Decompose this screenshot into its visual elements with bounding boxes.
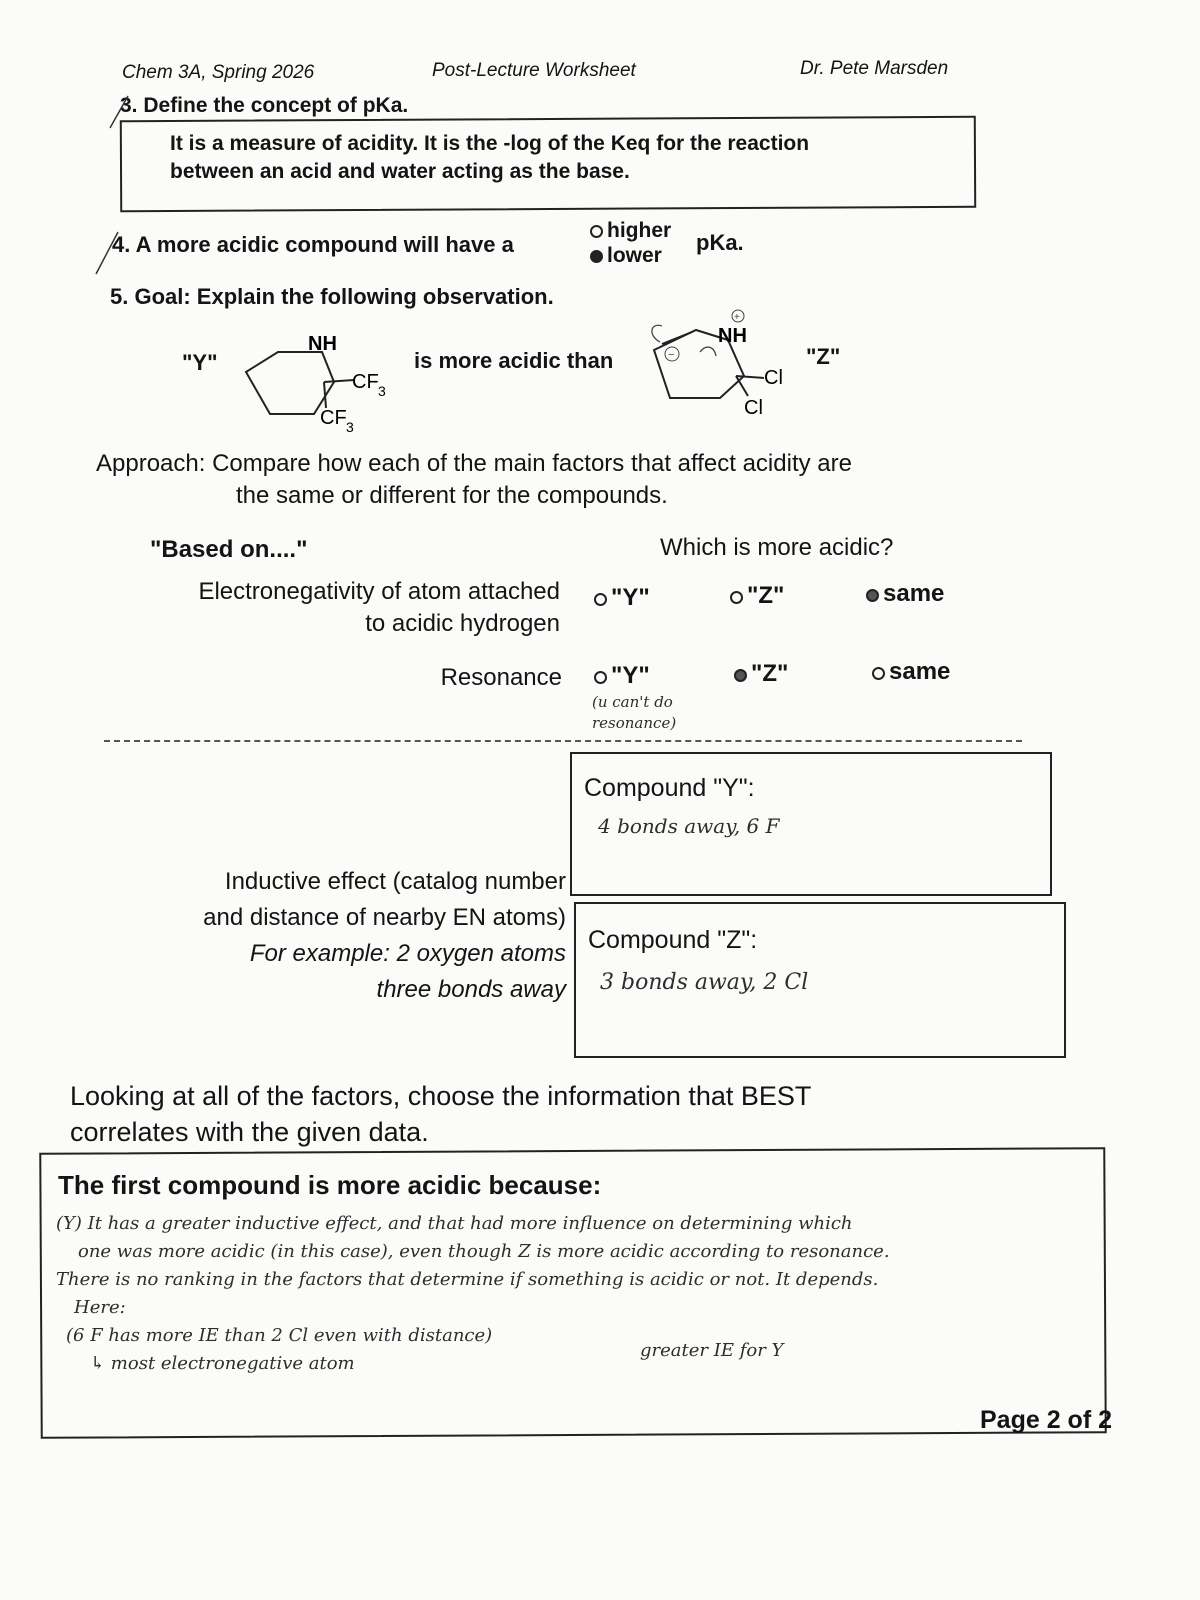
resonance-note (592, 692, 676, 734)
compound-y-answer[interactable]: 4 bonds away, 6 F (598, 814, 780, 838)
y-cf3-b-label: CF (320, 407, 347, 429)
y-ring-bond (246, 352, 334, 414)
conclusion-hand-line-1: (Y) It has a greater inductive effect, and that had more influence on determining which (56, 1213, 853, 1234)
radio-empty-icon (730, 591, 743, 604)
resonance-option-same[interactable]: same (872, 658, 950, 686)
conclusion-prompt-line-1: Looking at all of the factors, choose the information that BEST (70, 1081, 812, 1111)
radio-empty-icon (590, 225, 603, 238)
q4-option-higher[interactable]: higher (590, 218, 671, 243)
compound-y-title: Compound "Y": (584, 774, 755, 802)
y-nh-label: NH (308, 333, 337, 355)
y-cf3-a-subscript: 3 (378, 383, 386, 399)
y-cf3-a-label: CF (352, 371, 379, 393)
based-on-heading: "Based on...." (150, 536, 308, 563)
q5-prompt: 5. Goal: Explain the following observation. (110, 284, 554, 309)
grading-check-mark (100, 92, 140, 132)
electronegativity-option-z[interactable]: "Z" (730, 582, 784, 610)
z-plus-charge: + (734, 312, 740, 323)
radio-empty-icon (594, 671, 607, 684)
electronegativity-option-y[interactable]: "Y" (594, 584, 650, 612)
y-bond-cf3-a (324, 380, 354, 382)
page-number (980, 1406, 1112, 1435)
conclusion-heading: The first compound is more acidic because: (58, 1170, 602, 1200)
conclusion-prompt-line-2: correlates with the given data. (70, 1117, 429, 1147)
page-current: 2 (1046, 1406, 1061, 1434)
z-cl-a-label: Cl (764, 367, 783, 389)
z-nh-label: NH (718, 325, 747, 347)
approach-line-2: the same or different for the compounds. (236, 482, 668, 509)
compound-z-label: "Z" (806, 344, 841, 369)
conclusion-hand-line-2: one was more acidic (in this case), even though Z is more acidic according to resonance. (78, 1241, 890, 1262)
radio-filled-icon (866, 589, 879, 602)
grading-check-mark-2 (88, 228, 128, 278)
y-bond-cf3-b (324, 382, 326, 408)
q3-answer-line-1: It is a measure of acidity. It is the -log of the Keq for the reaction (170, 132, 810, 155)
radio-filled-icon (734, 669, 747, 682)
approach-line-1: Approach: Compare how each of the main factors that affect acidity are (96, 450, 852, 477)
resonance-option-z[interactable]: "Z" (734, 660, 788, 688)
conclusion-handwritten-answer[interactable] (56, 1210, 1096, 1378)
compound-z-structure (640, 300, 810, 430)
inductive-line-2: and distance of nearby EN atoms) (203, 904, 566, 931)
dashed-divider (104, 740, 1022, 742)
electronegativity-label (90, 576, 560, 640)
z-minus-charge: − (668, 349, 675, 361)
example-line-2: three bonds away (376, 976, 566, 1003)
conclusion-hand-line-6: greater IE for Y (640, 1340, 784, 1361)
q3-prompt: 3. Define the concept of pKa. (120, 94, 409, 117)
worksheet-title: Post-Lecture Worksheet (432, 60, 636, 81)
radio-empty-icon (872, 667, 885, 680)
resonance-note-line-1: (u can't do (592, 693, 673, 711)
radio-empty-icon (594, 593, 607, 606)
q4-suffix: pKa. (696, 230, 744, 255)
page-prefix: Page (980, 1406, 1047, 1434)
conclusion-prompt (70, 1078, 811, 1150)
conclusion-hand-line-4: Here: (74, 1297, 126, 1318)
conclusion-hand-line-3: There is no ranking in the factors that determine if something is acidic or not. It depends. (56, 1269, 879, 1290)
z-resonance-arrow (652, 325, 662, 342)
compound-z-title: Compound "Z": (588, 926, 758, 954)
q4-prompt: 4. A more acidic compound will have a (112, 232, 514, 257)
compound-y-label: "Y" (182, 350, 218, 375)
compound-y-structure (236, 320, 416, 440)
conclusion-hand-line-7: ↳ most electronegative atom (90, 1353, 355, 1374)
inductive-line-1: Inductive effect (catalog number (224, 868, 566, 895)
conclusion-hand-line-5: (6 F has more IE than 2 Cl even with distance) (66, 1325, 493, 1346)
q4-options (590, 218, 671, 268)
q3-answer (170, 130, 809, 186)
z-bond-cl-a (736, 376, 764, 378)
z-resonance-arrow-2 (700, 347, 716, 356)
compound-z-answer[interactable]: 3 bonds away, 2 Cl (600, 970, 809, 995)
y-cf3-b-subscript: 3 (346, 419, 354, 435)
resonance-note-line-2: resonance) (592, 714, 677, 732)
radio-filled-icon (590, 250, 603, 263)
q4-option-lower[interactable]: lower (590, 243, 671, 268)
comparison-text: is more acidic than (414, 348, 614, 373)
example-line-1: For example: 2 oxygen atoms (249, 940, 566, 967)
approach-text (96, 448, 852, 512)
which-more-heading: Which is more acidic? (660, 534, 894, 561)
resonance-option-y[interactable]: "Y" (594, 662, 650, 690)
page-of: of (1060, 1406, 1099, 1434)
electronegativity-option-same[interactable]: same (866, 580, 944, 608)
z-cl-b-label: Cl (744, 397, 763, 419)
electronegativity-line-1: Electronegativity of atom attached (198, 578, 560, 605)
electronegativity-line-2: to acidic hydrogen (365, 610, 560, 637)
course-title: Chem 3A, Spring 2026 (122, 62, 315, 83)
resonance-label: Resonance (440, 664, 562, 691)
page-total: 2 (1098, 1406, 1113, 1434)
q3-answer-line-2: between an acid and water acting as the base. (170, 160, 630, 183)
instructor-name: Dr. Pete Marsden (800, 58, 949, 79)
inductive-label (60, 864, 566, 1008)
z-double-bond (662, 332, 692, 344)
